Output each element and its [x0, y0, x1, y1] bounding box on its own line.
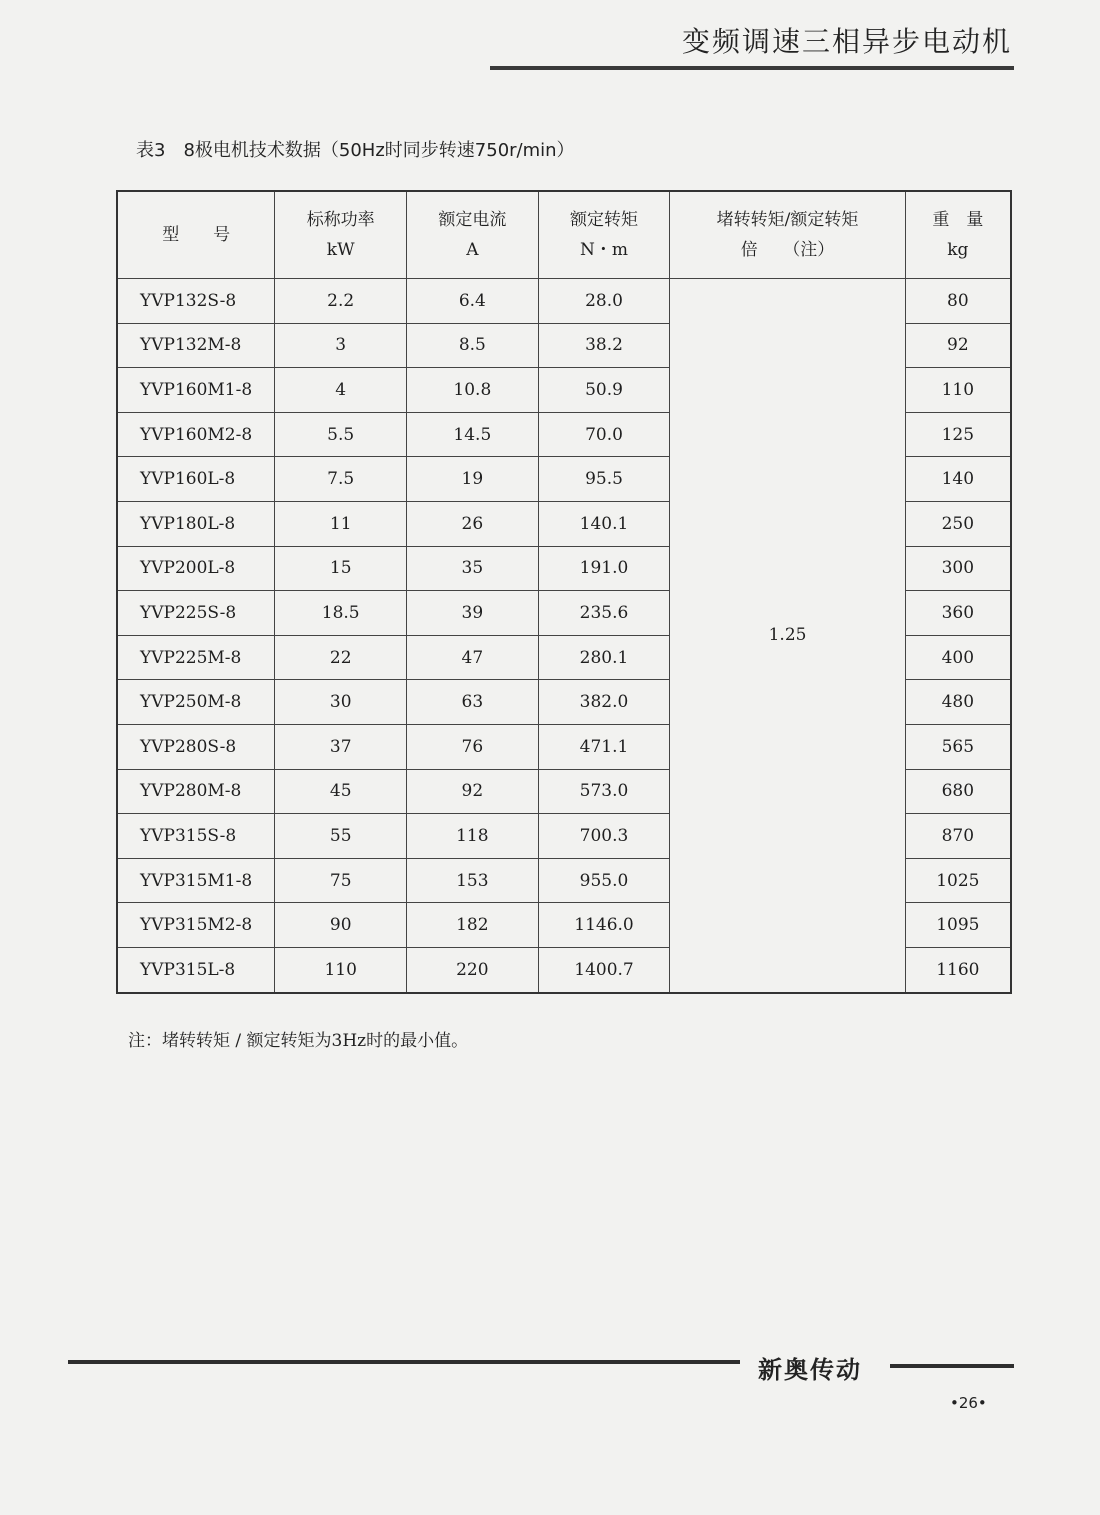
cell-power: 110: [275, 947, 407, 992]
column-header-power: [275, 191, 407, 279]
cell-torque: 280.1: [538, 635, 670, 680]
column-header-unit: kg: [947, 240, 969, 260]
cell-weight: 110: [905, 368, 1011, 413]
column-header-label: 标称功率: [306, 210, 375, 230]
cell-power: 11: [275, 501, 407, 546]
cell-torque: 700.3: [538, 814, 670, 859]
cell-torque: 1146.0: [538, 903, 670, 948]
cell-current: 182: [407, 903, 539, 948]
cell-model: YVP315M2-8: [117, 903, 275, 948]
cell-power: 3: [275, 323, 407, 368]
cell-model: YVP160L-8: [117, 457, 275, 502]
column-header-label: 重 量: [932, 210, 984, 230]
cell-current: 118: [407, 814, 539, 859]
column-header-label: 型 号: [162, 225, 231, 245]
cell-weight: 360: [905, 591, 1011, 636]
cell-power: 90: [275, 903, 407, 948]
column-header-label: 额定电流: [438, 210, 507, 230]
cell-weight: 250: [905, 501, 1011, 546]
cell-torque: 382.0: [538, 680, 670, 725]
cell-model: YVP225M-8: [117, 635, 275, 680]
cell-model: YVP132S-8: [117, 279, 275, 324]
cell-torque: 95.5: [538, 457, 670, 502]
cell-current: 76: [407, 724, 539, 769]
cell-current: 35: [407, 546, 539, 591]
cell-current: 153: [407, 858, 539, 903]
cell-torque: 70.0: [538, 412, 670, 457]
brand-name: 新奥传动: [758, 1356, 862, 1384]
cell-power: 22: [275, 635, 407, 680]
column-header-torque: [538, 191, 670, 279]
header-rule: [490, 66, 1014, 70]
cell-weight: 480: [905, 680, 1011, 725]
cell-power: 37: [275, 724, 407, 769]
cell-weight: 80: [905, 279, 1011, 324]
cell-current: 19: [407, 457, 539, 502]
cell-power: 7.5: [275, 457, 407, 502]
cell-model: YVP250M-8: [117, 680, 275, 725]
cell-torque: 955.0: [538, 858, 670, 903]
cell-current: 220: [407, 947, 539, 992]
page-title: 变频调速三相异步电动机: [681, 25, 1012, 58]
cell-torque: 140.1: [538, 501, 670, 546]
column-header-unit: A: [466, 240, 479, 260]
cell-current: 10.8: [407, 368, 539, 413]
cell-model: YVP315M1-8: [117, 858, 275, 903]
cell-model: YVP225S-8: [117, 591, 275, 636]
column-header-label: 堵转转矩/额定转矩: [716, 210, 859, 230]
cell-weight: 300: [905, 546, 1011, 591]
cell-model: YVP280S-8: [117, 724, 275, 769]
footer-rule-left: [68, 1360, 740, 1364]
cell-current: 92: [407, 769, 539, 814]
cell-current: 47: [407, 635, 539, 680]
cell-weight: 125: [905, 412, 1011, 457]
cell-weight: 680: [905, 769, 1011, 814]
footer-rule-right: [890, 1364, 1014, 1368]
cell-model: YVP160M2-8: [117, 412, 275, 457]
cell-model: YVP180L-8: [117, 501, 275, 546]
cell-power: 75: [275, 858, 407, 903]
cell-power: 5.5: [275, 412, 407, 457]
table-caption: 表3 8极电机技术数据（50Hz时同步转速750r/min）: [136, 140, 575, 161]
column-header-label: 额定转矩: [570, 210, 639, 230]
cell-torque: 50.9: [538, 368, 670, 413]
column-header-current: [407, 191, 539, 279]
footnote: 注：堵转转矩 / 额定转矩为3Hz时的最小值。: [128, 1031, 469, 1051]
cell-power: 2.2: [275, 279, 407, 324]
table-body: [117, 279, 1011, 993]
cell-torque: 573.0: [538, 769, 670, 814]
cell-weight: 565: [905, 724, 1011, 769]
cell-torque: 471.1: [538, 724, 670, 769]
cell-torque: 38.2: [538, 323, 670, 368]
cell-torque: 191.0: [538, 546, 670, 591]
column-header-unit: kW: [326, 240, 355, 260]
cell-weight: 400: [905, 635, 1011, 680]
spec-table: [116, 190, 1012, 994]
cell-current: 8.5: [407, 323, 539, 368]
cell-power: 45: [275, 769, 407, 814]
cell-current: 6.4: [407, 279, 539, 324]
column-header-unit: N・m: [580, 240, 629, 260]
cell-power: 30: [275, 680, 407, 725]
cell-current: 14.5: [407, 412, 539, 457]
cell-current: 39: [407, 591, 539, 636]
cell-torque: 1400.7: [538, 947, 670, 992]
cell-weight: 1160: [905, 947, 1011, 992]
table-row: [117, 279, 1011, 324]
cell-torque: 28.0: [538, 279, 670, 324]
cell-model: YVP280M-8: [117, 769, 275, 814]
cell-model: YVP200L-8: [117, 546, 275, 591]
column-header-model: [117, 191, 275, 279]
cell-power: 18.5: [275, 591, 407, 636]
cell-current: 63: [407, 680, 539, 725]
cell-weight: 1025: [905, 858, 1011, 903]
column-header-unit: 倍 （注）: [740, 240, 835, 260]
cell-model: YVP160M1-8: [117, 368, 275, 413]
cell-power: 15: [275, 546, 407, 591]
cell-weight: 140: [905, 457, 1011, 502]
cell-model: YVP132M-8: [117, 323, 275, 368]
cell-model: YVP315L-8: [117, 947, 275, 992]
column-header-weight: [905, 191, 1011, 279]
cell-weight: 870: [905, 814, 1011, 859]
cell-power: 4: [275, 368, 407, 413]
cell-weight: 1095: [905, 903, 1011, 948]
cell-torque: 235.6: [538, 591, 670, 636]
cell-stall-ratio: 1.25: [670, 279, 905, 993]
cell-current: 26: [407, 501, 539, 546]
cell-weight: 92: [905, 323, 1011, 368]
cell-model: YVP315S-8: [117, 814, 275, 859]
cell-power: 55: [275, 814, 407, 859]
table-header-row: [117, 191, 1011, 279]
page-number: •26•: [950, 1394, 987, 1412]
column-header-stall-ratio: [670, 191, 905, 279]
